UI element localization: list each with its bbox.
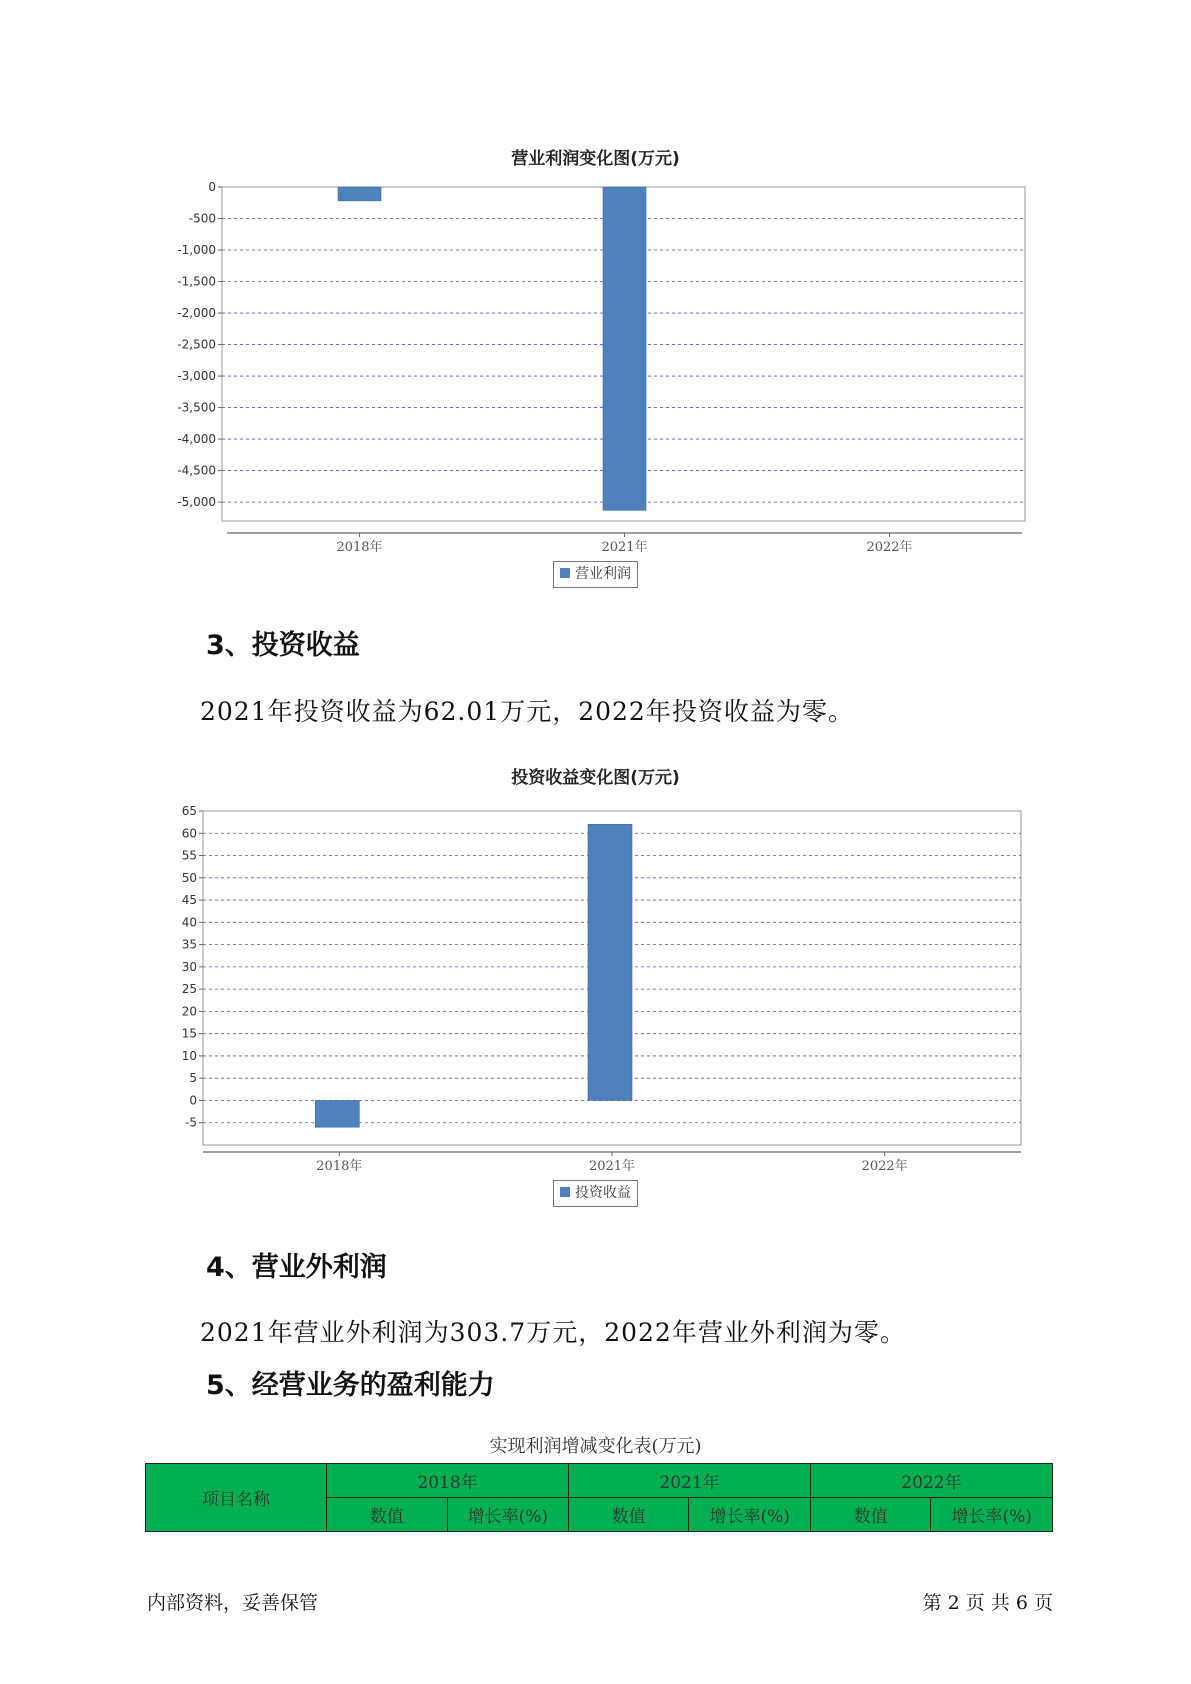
table-header-year: 2018年 xyxy=(327,1464,569,1498)
y-tick-label: -4,000 xyxy=(177,432,216,447)
y-tick-label: -5,000 xyxy=(177,495,216,510)
section-text-non-operating: 2021年营业外利润为303.7万元，2022年营业外利润为零。 xyxy=(200,1318,906,1347)
x-tick-label: 2022年 xyxy=(861,1159,908,1174)
y-tick-label: 60 xyxy=(181,826,197,841)
x-tick-label: 2021年 xyxy=(588,1159,636,1174)
table-header-year: 2021年 xyxy=(569,1464,811,1498)
y-tick-label: -500 xyxy=(188,211,216,226)
y-tick-label: -1,500 xyxy=(177,274,216,289)
chart-1-legend-label: 营业利润 xyxy=(575,566,631,582)
footer-page-number: 第 2 页 共 6 页 xyxy=(922,1592,1053,1614)
y-tick-label: 25 xyxy=(181,982,197,997)
y-tick-label: 20 xyxy=(181,1004,197,1019)
y-tick-label: 0 xyxy=(189,1093,197,1108)
y-tick-label: 40 xyxy=(181,915,197,930)
table-header-item-name: 项目名称 xyxy=(146,1464,327,1532)
table-subheader-growth-rate: 增长率(%) xyxy=(931,1498,1053,1532)
y-tick-label: 15 xyxy=(181,1026,197,1041)
y-tick-label: 35 xyxy=(181,937,197,952)
table-subheader-value: 数值 xyxy=(569,1498,689,1532)
y-tick-label: -2,500 xyxy=(177,337,216,352)
y-tick-label: 0 xyxy=(208,180,216,194)
bar xyxy=(588,824,632,1100)
y-tick-label: -3,000 xyxy=(177,369,216,384)
bar xyxy=(315,1100,359,1127)
section-heading-investment: 3、投资收益 xyxy=(206,630,360,661)
chart-1-title: 营业利润变化图(万元) xyxy=(511,149,680,169)
y-tick-label: -1,000 xyxy=(177,243,216,258)
y-tick-label: -3,500 xyxy=(177,400,216,415)
table-subheader-value: 数值 xyxy=(810,1498,930,1532)
table-header-year: 2022年 xyxy=(810,1464,1052,1498)
profit-change-table xyxy=(145,1463,1053,1532)
section-heading-profitability: 5、经营业务的盈利能力 xyxy=(206,1370,495,1401)
y-tick-label: -4,500 xyxy=(177,463,216,478)
section-text-investment: 2021年投资收益为62.01万元，2022年投资收益为零。 xyxy=(200,697,854,726)
y-tick-label: 55 xyxy=(181,848,197,863)
y-tick-label: 5 xyxy=(189,1071,197,1086)
chart-2-legend xyxy=(553,1180,638,1207)
table-subheader-value: 数值 xyxy=(327,1498,447,1532)
x-tick-label: 2018年 xyxy=(316,1159,363,1174)
x-tick-label: 2021年 xyxy=(601,540,648,555)
legend-swatch-icon xyxy=(560,1187,570,1197)
y-tick-label: -5 xyxy=(185,1115,197,1130)
y-tick-label: 45 xyxy=(181,893,197,908)
chart-2-title: 投资收益变化图(万元) xyxy=(511,768,680,788)
y-tick-label: 65 xyxy=(181,804,197,818)
table-subheader-growth-rate: 增长率(%) xyxy=(447,1498,569,1532)
chart-2-legend-label: 投资收益 xyxy=(575,1185,631,1201)
footer-confidential-note: 内部资料，妥善保管 xyxy=(147,1592,319,1614)
section-heading-non-operating: 4、营业外利润 xyxy=(206,1252,387,1283)
y-tick-label: 10 xyxy=(181,1048,197,1063)
y-tick-label: 30 xyxy=(181,959,197,974)
y-tick-label: -2,000 xyxy=(177,306,216,321)
table-subheader-growth-rate: 增长率(%) xyxy=(689,1498,811,1532)
table-caption: 实现利润增减变化表(万元) xyxy=(489,1436,702,1457)
x-tick-label: 2022年 xyxy=(866,540,913,555)
x-tick-label: 2018年 xyxy=(336,540,383,555)
y-tick-label: 50 xyxy=(181,870,197,885)
